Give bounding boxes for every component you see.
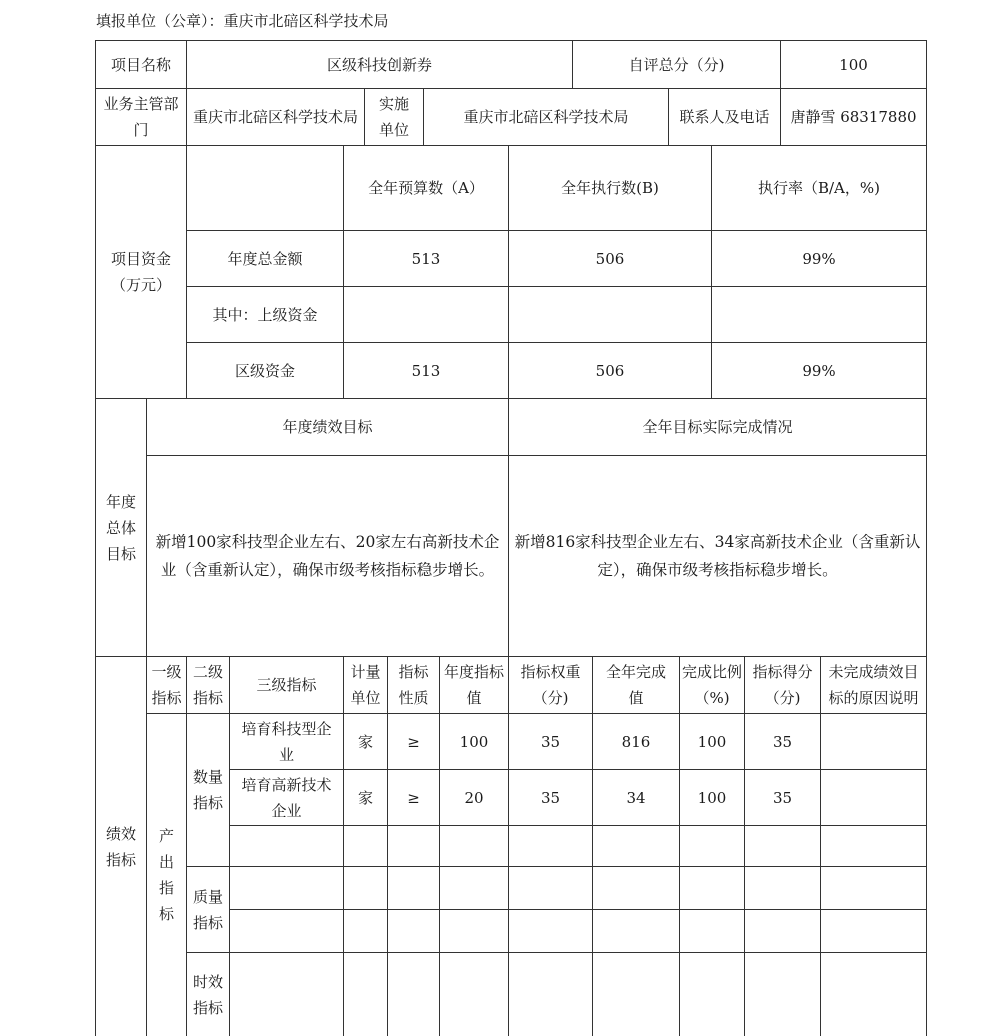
- empty-cell: [744, 866, 820, 909]
- funds-row-exec: [508, 286, 711, 342]
- indicator-target: 100: [439, 713, 508, 769]
- funds-row-budget: [343, 286, 508, 342]
- contact-value: 唐静雪 68317880: [780, 88, 926, 145]
- empty-cell: [744, 825, 820, 866]
- empty-cell: [343, 909, 387, 952]
- empty-cell: [343, 952, 387, 1036]
- dept-value: 重庆市北碚区科学技术局: [186, 88, 364, 145]
- empty-cell: [679, 866, 744, 909]
- header-weight: 指标权重（分): [508, 656, 592, 713]
- header-unit: 计量单位: [343, 656, 387, 713]
- indicator-ratio: 100: [679, 769, 744, 825]
- empty-cell: [439, 909, 508, 952]
- indicator-unit: 家: [343, 769, 387, 825]
- empty-cell: [744, 952, 820, 1036]
- empty-cell: [820, 909, 926, 952]
- header-score: 指标得分（分): [744, 656, 820, 713]
- funds-section-label: 项目资金（万元）: [95, 145, 186, 398]
- empty-cell: [229, 825, 343, 866]
- funds-row-rate: 99%: [711, 342, 926, 398]
- funds-col-rate: 执行率（B/A，%): [711, 145, 926, 230]
- empty-cell: [820, 952, 926, 1036]
- empty-cell: [679, 909, 744, 952]
- impl-unit-value: 重庆市北碚区科学技术局: [423, 88, 668, 145]
- empty-cell: [439, 952, 508, 1036]
- empty-cell: [508, 825, 592, 866]
- funds-row-label: 年度总金额: [186, 230, 343, 286]
- indicator-name: 培育科技型企业: [229, 713, 343, 769]
- indicator-reason: [820, 713, 926, 769]
- funds-col-exec: 全年执行数(B): [508, 145, 711, 230]
- empty-cell: [387, 952, 439, 1036]
- goals-target-text: 新增100家科技型企业左右、20家左右高新技术企业（含重新认定），确保市级考核指标稳步增长。: [146, 455, 508, 656]
- table-right-border: [926, 40, 927, 1036]
- indicator-nature: ≥: [387, 713, 439, 769]
- funds-row-exec: 506: [508, 230, 711, 286]
- project-name-label: 项目名称: [95, 40, 186, 88]
- goals-col-target: 年度绩效目标: [146, 398, 508, 455]
- empty-cell: [343, 825, 387, 866]
- header-nature: 指标性质: [387, 656, 439, 713]
- indicator-score: 35: [744, 713, 820, 769]
- level2-quality-label: 质量指标: [186, 866, 229, 952]
- total-score-label: 自评总分（分): [572, 40, 780, 88]
- indicator-ratio: 100: [679, 713, 744, 769]
- empty-cell: [387, 825, 439, 866]
- goals-col-actual: 全年目标实际完成情况: [508, 398, 926, 455]
- level2-quantity-label: 数量指标: [186, 713, 229, 866]
- project-name-value: 区级科技创新券: [186, 40, 572, 88]
- indicator-name: 培育高新技术企业: [229, 769, 343, 825]
- header-ratio: 完成比例（%): [679, 656, 744, 713]
- funds-row-label: 其中：上级资金: [186, 286, 343, 342]
- empty-cell: [592, 952, 679, 1036]
- empty-cell: [592, 866, 679, 909]
- funds-row-exec: 506: [508, 342, 711, 398]
- header-level2: 二级指标: [186, 656, 229, 713]
- empty-cell: [679, 825, 744, 866]
- header-annual-value: 年度指标值: [439, 656, 508, 713]
- funds-row-rate: 99%: [711, 230, 926, 286]
- header-actual-value: 全年完成值: [592, 656, 679, 713]
- indicator-actual: 34: [592, 769, 679, 825]
- indicator-score: 35: [744, 769, 820, 825]
- level1-output-label: 产出指标: [146, 713, 186, 1036]
- level2-time-label: 时效指标: [186, 952, 229, 1036]
- empty-cell: [439, 866, 508, 909]
- empty-cell: [229, 909, 343, 952]
- reporting-unit-label: 填报单位（公章）：重庆市北碚区科学技术局: [96, 12, 389, 30]
- indicator-actual: 816: [592, 713, 679, 769]
- empty-cell: [387, 866, 439, 909]
- empty-cell: [744, 909, 820, 952]
- empty-cell: [592, 909, 679, 952]
- empty-cell: [229, 866, 343, 909]
- empty-cell: [508, 952, 592, 1036]
- indicator-weight: 35: [508, 713, 592, 769]
- indicator-reason: [820, 769, 926, 825]
- empty-cell: [229, 952, 343, 1036]
- empty-cell: [508, 909, 592, 952]
- indicators-section-label: 绩效指标: [95, 656, 146, 1036]
- empty-cell: [820, 866, 926, 909]
- empty-cell: [439, 825, 508, 866]
- total-score-value: 100: [780, 40, 926, 88]
- contact-label: 联系人及电话: [668, 88, 780, 145]
- indicator-nature: ≥: [387, 769, 439, 825]
- impl-unit-label: 实施单位: [364, 88, 423, 145]
- header-level3: 三级指标: [229, 656, 343, 713]
- empty-cell: [343, 866, 387, 909]
- indicator-weight: 35: [508, 769, 592, 825]
- funds-row-budget: 513: [343, 342, 508, 398]
- empty-cell: [679, 952, 744, 1036]
- funds-corner: [186, 145, 343, 230]
- empty-cell: [592, 825, 679, 866]
- header-level1: 一级指标: [146, 656, 186, 713]
- funds-col-budget: 全年预算数（A）: [343, 145, 508, 230]
- goals-actual-text: 新增816家科技型企业左右、34家高新技术企业（含重新认定），确保市级考核指标稳步增长。: [508, 455, 926, 656]
- funds-row-budget: 513: [343, 230, 508, 286]
- dept-label: 业务主管部门: [95, 88, 186, 145]
- funds-row-rate: [711, 286, 926, 342]
- empty-cell: [387, 909, 439, 952]
- empty-cell: [820, 825, 926, 866]
- header-reason: 未完成绩效目标的原因说明: [820, 656, 926, 713]
- indicator-unit: 家: [343, 713, 387, 769]
- empty-cell: [508, 866, 592, 909]
- indicator-target: 20: [439, 769, 508, 825]
- goals-section-label: 年度总体目标: [95, 398, 146, 656]
- funds-row-label: 区级资金: [186, 342, 343, 398]
